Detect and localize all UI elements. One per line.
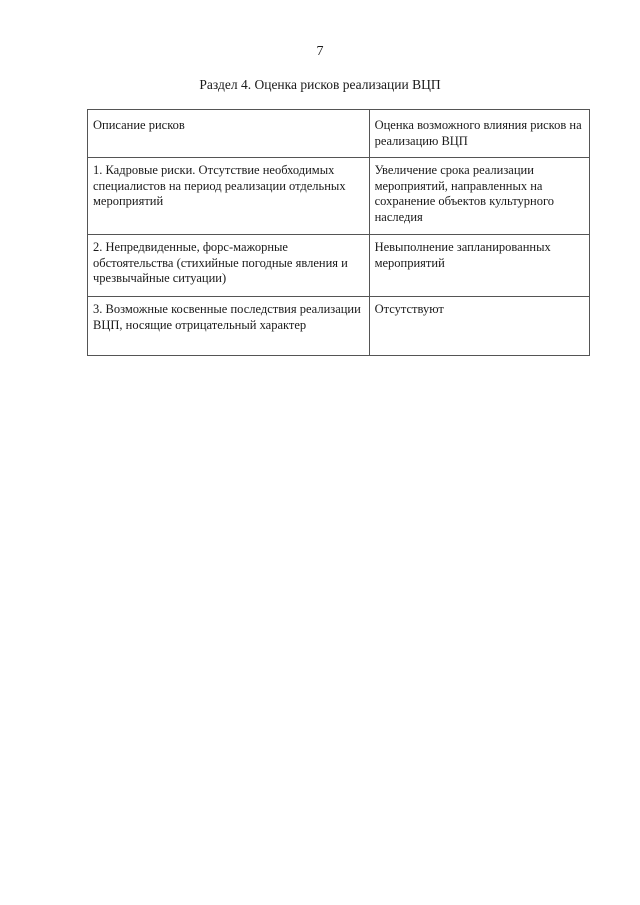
table-header-row (88, 110, 590, 158)
risk-description-cell: 2. Непредвиденные, форс-мажорные обстоятельства (стихийные погодные явления и чрезвычайные ситуации) (88, 235, 370, 297)
risk-impact-cell: Невыполнение запланированных мероприятий (369, 235, 589, 297)
section-title: Раздел 4. Оценка рисков реализации ВЦП (199, 77, 441, 92)
risk-impact-cell: Увеличение срока реализации мероприятий, направленных на сохранение объектов культурного наследия (369, 158, 589, 235)
table-row (88, 297, 590, 356)
header-risk-description: Описание рисков (88, 110, 370, 158)
risk-description-cell: 3. Возможные косвенные последствия реализации ВЦП, носящие отрицательный характер (88, 297, 370, 356)
risk-impact-cell: Отсутствуют (369, 297, 589, 356)
page-number: 7 (316, 44, 324, 59)
risk-assessment-table (87, 109, 590, 356)
header-risk-impact: Оценка возможного влияния рисков на реализацию ВЦП (369, 110, 589, 158)
risk-description-cell: 1. Кадровые риски. Отсутствие необходимых специалистов на период реализации отдельных мероприятий (88, 158, 370, 235)
table-row (88, 158, 590, 235)
table-row (88, 235, 590, 297)
